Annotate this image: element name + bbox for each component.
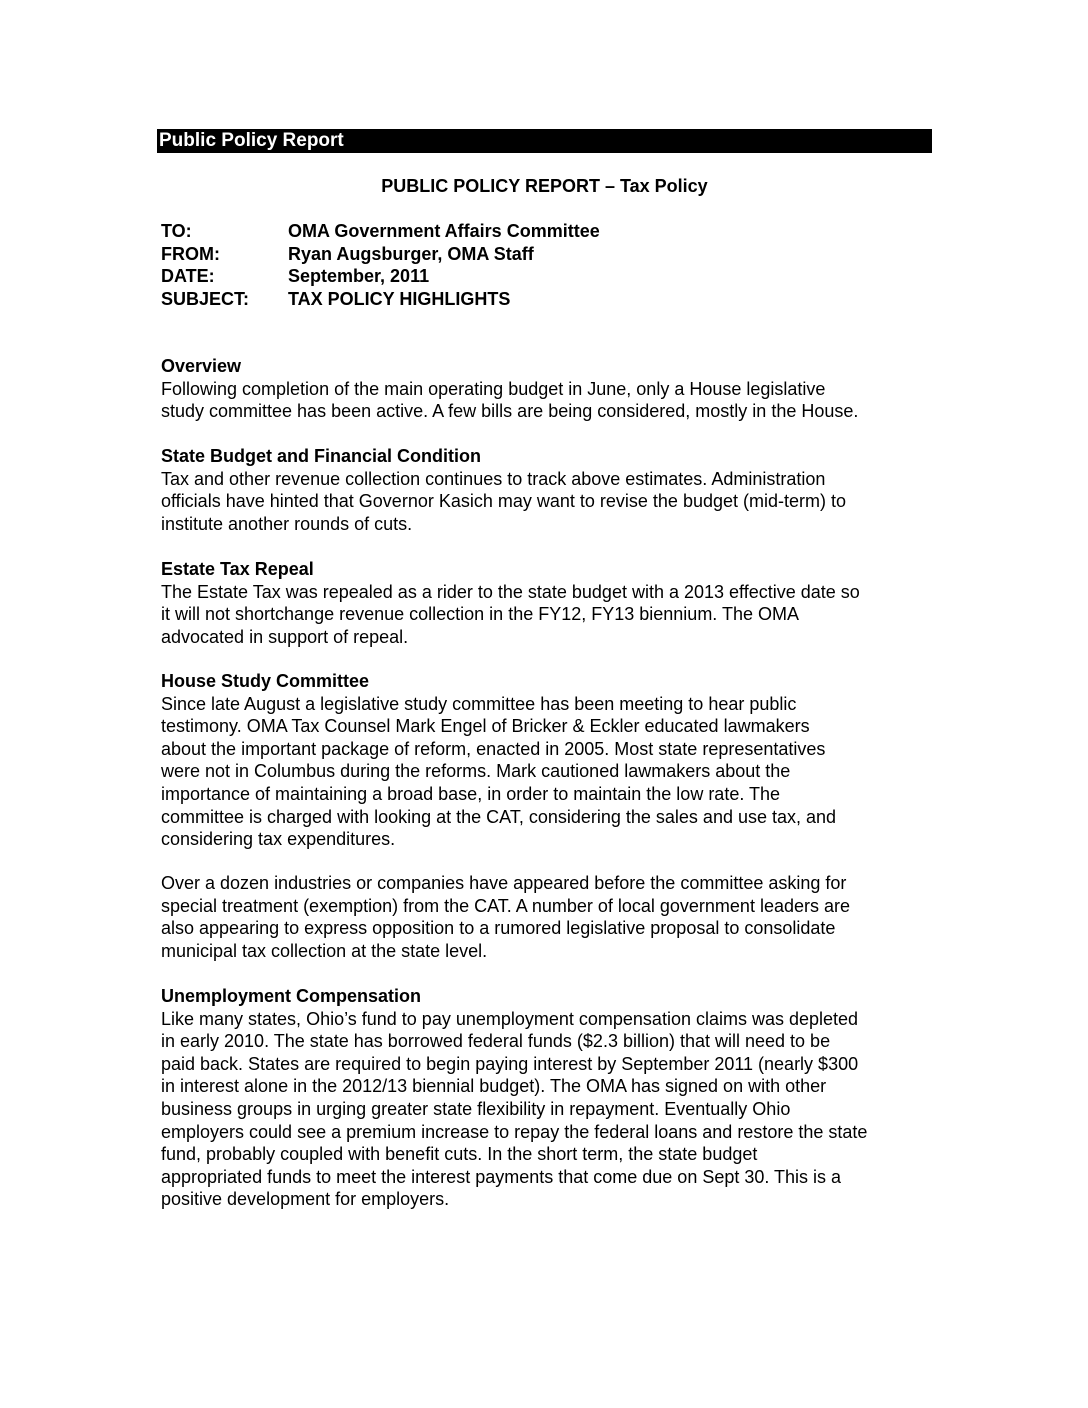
paragraph-line: Following completion of the main operating budget in June, only a House legislative xyxy=(161,378,826,399)
paragraph-line: were not in Columbus during the reforms. Mark cautioned lawmakers about the xyxy=(161,761,791,782)
paragraph-line: it will not shortchange revenue collection in the FY12, FY13 biennium. The OMA xyxy=(161,604,800,625)
memo-row-subject xyxy=(161,288,600,311)
memo-value: TAX POLICY HIGHLIGHTS xyxy=(288,288,511,309)
paragraph-line: advocated in support of repeal. xyxy=(161,626,409,647)
banner-title: Public Policy Report xyxy=(159,130,344,151)
paragraph-line: committee is charged with looking at the CAT, considering the sales and use tax, and xyxy=(161,806,837,827)
paragraph-line: fund, probably coupled with benefit cuts. In the short term, the state budget xyxy=(161,1144,758,1165)
memo-header xyxy=(161,220,600,310)
memo-label: SUBJECT: xyxy=(161,288,250,309)
section-house-study-continued xyxy=(161,872,850,962)
section-heading: Overview xyxy=(161,356,242,376)
section-unemployment xyxy=(161,985,867,1211)
memo-value: Ryan Augsburger, OMA Staff xyxy=(288,243,534,264)
memo-row-to xyxy=(161,220,600,243)
memo-row-date xyxy=(161,265,600,288)
memo-label: DATE: xyxy=(161,266,215,287)
paragraph-line: in interest alone in the 2012/13 biennial budget). The OMA has signed on with other xyxy=(161,1076,827,1097)
report-banner xyxy=(157,129,932,153)
paragraph-line: considering tax expenditures. xyxy=(161,829,396,850)
paragraph-line: appropriated funds to meet the interest payments that come due on Sept 30. This is a xyxy=(161,1166,842,1187)
memo-row-from xyxy=(161,243,600,266)
paragraph-line: business groups in urging greater state flexibility in repayment. Eventually Ohio xyxy=(161,1098,791,1119)
paragraph-line: Like many states, Ohio’s fund to pay unemployment compensation claims was depleted xyxy=(161,1008,859,1029)
section-overview xyxy=(161,355,858,423)
memo-value: OMA Government Affairs Committee xyxy=(288,221,600,241)
paragraph-line: testimony. OMA Tax Counsel Mark Engel of Bricker & Eckler educated lawmakers xyxy=(161,716,810,737)
memo-label: FROM: xyxy=(161,243,220,264)
section-heading: Estate Tax Repeal xyxy=(161,559,314,579)
paragraph-line: also appearing to express opposition to a rumored legislative proposal to consolidate xyxy=(161,918,836,939)
paragraph-line: positive development for employers. xyxy=(161,1189,450,1210)
paragraph-line: special treatment (exemption) from the CAT. A number of local government leaders are xyxy=(161,895,850,916)
section-heading: House Study Committee xyxy=(161,671,370,691)
section-state-budget xyxy=(161,445,846,535)
section-house-study xyxy=(161,670,836,851)
section-heading: State Budget and Financial Condition xyxy=(161,446,482,466)
paragraph-line: importance of maintaining a broad base, in order to maintain the low rate. The xyxy=(161,783,781,804)
memo-value: September, 2011 xyxy=(288,266,430,287)
paragraph-line: institute another rounds of cuts. xyxy=(161,513,413,534)
paragraph-line: municipal tax collection at the state level. xyxy=(161,940,488,961)
paragraph-line: paid back. States are required to begin paying interest by September 2011 (nearly $300 xyxy=(161,1053,859,1074)
paragraph-line: about the important package of reform, enacted in 2005. Most state representatives xyxy=(161,738,826,759)
section-estate-tax xyxy=(161,558,860,648)
memo-label: TO: xyxy=(161,221,192,241)
section-heading: Unemployment Compensation xyxy=(161,986,422,1006)
paragraph-line: study committee has been active. A few bills are being considered, mostly in the House. xyxy=(161,401,859,422)
paragraph-line: employers could see a premium increase to repay the federal loans and restore the state xyxy=(161,1121,868,1142)
paragraph-line: officials have hinted that Governor Kasich may want to revise the budget (mid-term) to xyxy=(161,491,846,512)
paragraph-line: in early 2010. The state has borrowed federal funds ($2.3 billion) that will need to be xyxy=(161,1031,831,1052)
paragraph-line: Since late August a legislative study committee has been meeting to hear public xyxy=(161,693,797,714)
paragraph-line: The Estate Tax was repealed as a rider to the state budget with a 2013 effective date so xyxy=(161,581,860,602)
report-title: PUBLIC POLICY REPORT – Tax Policy xyxy=(381,176,708,196)
paragraph-line: Over a dozen industries or companies have appeared before the committee asking for xyxy=(161,873,847,893)
paragraph-line: Tax and other revenue collection continues to track above estimates. Administration xyxy=(161,468,826,489)
